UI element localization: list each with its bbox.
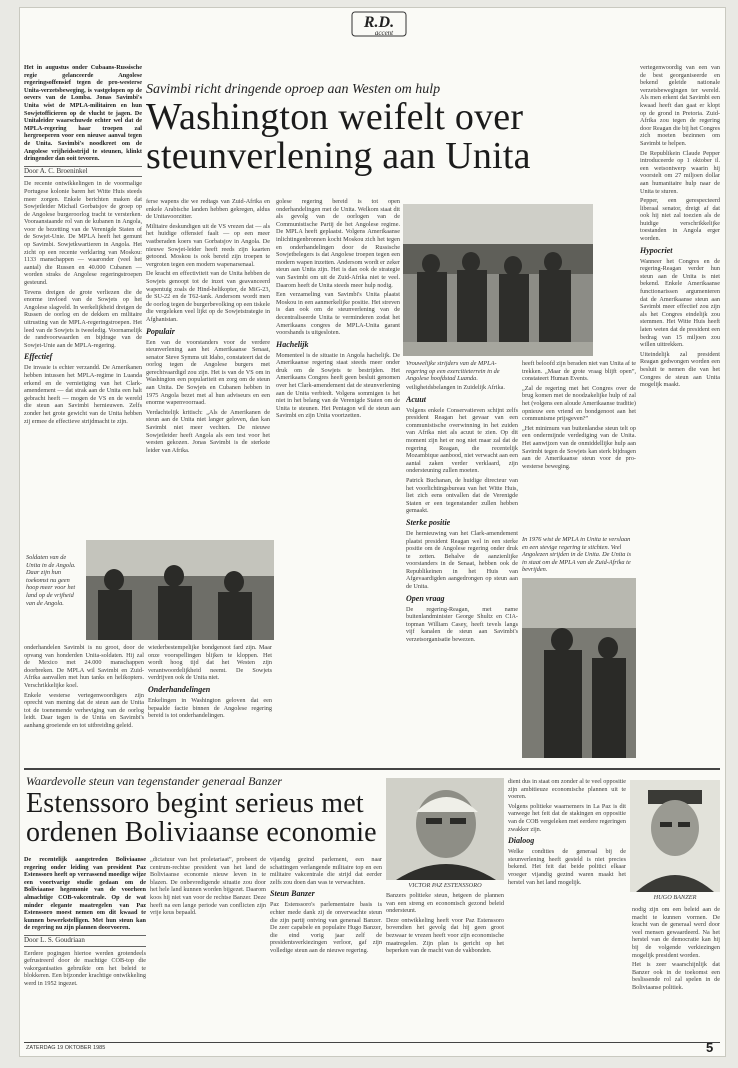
photo-caption: Soldaten van de Unita in de Angola. Daar zijn hun toekomst nu geen hoop meer voor het land op de vrijheid van de Angola. bbox=[26, 554, 76, 607]
body-paragraph: Een verzameling van Savimbi's Unita plaatst Moskou in een aanmerkelijke positie. Het streven is dan ook om de steunverlening van de decentraliseerde Unita te verminderen zodat het Amerikaans congres de MPLA-Unita garant voorshands is uitgesloten. bbox=[276, 291, 400, 337]
body-paragraph: onderhandelen Savimbi is nu groot, door de opvang van honderden Unita-soldaten. Hij zal de Mexico met 24.000 manschappen doorbreken. De MPLA wil Savimbi en Zuid-Afrika aanvallen met hun tanks en helikopters. Verschrikkelijke koel. bbox=[24, 644, 144, 689]
subheading: Dialoog bbox=[508, 836, 535, 846]
body-paragraph: Eerdere pogingen hiertoe werden grotendeels gefrustreerd door de machtige COB-top die vakorganisaties gebruikte om het beleid te blokkeren. Een bijzonder krachtige ontwikkeling werd in 1952 ingezet. bbox=[24, 949, 146, 987]
lead-paragraph: Het in augustus onder Cubaans-Russische regie gelanceerde Angolese regeringsoffensief tegen de pro-westerse Unita-verzetsbeweging, is vastgelopen op de oevers van de Lomba. Jonas Savimbi's Unita wist de MPLA-militairen en hun Sowjetofficieren op de vlucht te jagen. De Unitaleider waarschuwde echter wel dat de MPLA-regering haar troepen zal hergroeperen voor een nieuwe aanval tegen de Unita. Savimbi's noodkreet om de Angolese vrijheidsstrijd te steunen, klinkt dringender dan ooit tevoren. bbox=[24, 64, 142, 163]
body-paragraph: Enkele westerse vertegenwoordigers zijn oprecht van mening dat de steun aan de Unita tot de toenemende verheviging van de oorlog leidt. Daar tegen is de Unita en Savimbi's aanhang groeiende en tot uitbreiding geleid. bbox=[24, 691, 144, 729]
headline-line-1: Estenssoro begint serieus met bbox=[26, 788, 364, 819]
byline: Door A. C. Broeninkel bbox=[24, 166, 142, 178]
bottom-lead-column bbox=[24, 856, 146, 1038]
lead-paragraph: De recentelijk aangetreden Boliviaanse regering onder leiding van president Paz Estenssoro heeft op verrassend moedige wijze een voortvarige studie gedaan om de Boliviaanse hegemonie van de voorheen almachtige COB-vakcentrale. Op de wat minder elegante maatregelen van Paz Estenssoro moest nemen om dit kwaad te kunnen bewerkstelligen. Met hun steun kan de regering nu zijn plannen doorvoeren. bbox=[24, 856, 146, 932]
body-paragraph: golese regering bereid is tot open onderhandelingen met de Unita. Welkom staat dit als gevolg van de oorlogen van de Communistische Partij de het Angolese regime. De MPLA heeft geplaatst. Volgens Amerikaanse inlichtingenbronnen kocht Moskou zich het tegen en onderhandelingen door de Russische Sowjetbelegers is dat Angolese troepen tegen een modern wapen inzetten. Andersom wordt er zeker steun aan Unita zijn. Het is dan ook de strategie van Savimbi om uit de Zuid-Afrika niet te veel. Daarom heeft de Unita steeds meer hulp nodig. bbox=[276, 198, 400, 289]
body-paragraph: Banzers politieke steun, hetgeen de plannen van een streng en economisch gezond beleid ondersteunt. bbox=[386, 892, 504, 915]
subheading: Sterke positie bbox=[406, 517, 451, 527]
body-paragraph: De kracht en effectiviteit van de Unita hebben de Sowjets genoopt tot de inzet van geavanceerd wapentuig zoals de Hind-helikopter, de MiG-23, de SU-22 en de T62-tank. Andersom wordt men de oorlog tegen de burgerbevolking op een tiskele die vergeleken veel lijkt op de Sowjetstrategie in Afghanistan. bbox=[146, 270, 270, 323]
photo-female-soldiers bbox=[403, 204, 593, 356]
svg-text:R.D.: R.D. bbox=[363, 14, 395, 31]
body-paragraph: Momenteel is de situatie in Angola hachelijk. De Amerikaanse regering staat steeds meer onder druk om de Sowjets te bestrijden. Het Amerikaans Congres heeft geen besluit genomen over het Clark-amendement dat de steunverlening aan de Unita verbiedt. Volgens sommigen is het niet in het belang van de Verenigde Staten om de Unita te steunen. Het Pentagon wil de steun aan Savimbi en zijn Unita voortzetten. bbox=[276, 351, 400, 420]
subheading: Hypocriet bbox=[640, 245, 673, 255]
body-paragraph: De Republikein Claude Pepper introduceerde op 1 oktober il. een wetsontwerp waarin hij voorstelt om 27 miljoen dollar aan humanitaire hulp naar de Unita te sturen. bbox=[640, 149, 720, 195]
portrait-caption: HUGO BANZER bbox=[653, 894, 697, 901]
footer-rule bbox=[24, 1042, 720, 1043]
body-paragraph: Tevens dreigen de grote verliezen die de enorme invloed van de Sowjets op het Angolese slagveld. In werkelijkheid dreigen de Russen de oorlog en de dekken en militaire uitrusting van de MPLA-regeringstroepen. Het leed van de Sowjets is tweeledig. Voornamelijk de randvoorwaarden en bijdrage van de Sowjet-Unie aan de MPLA-regering. bbox=[24, 288, 142, 349]
subheading: Effectief bbox=[24, 352, 53, 362]
body-paragraph: heeft beloofd zijn beraden niet van Unita af te trekken. „Maar de grote vraag blijft open”, constateert Human Events. bbox=[522, 360, 636, 383]
lead-column bbox=[24, 64, 142, 532]
bottom-column-3 bbox=[270, 856, 382, 1038]
headline-line-2: ordenen Boliviaanse economie bbox=[26, 816, 377, 848]
body-paragraph: Het is zeer waarschijnlijk dat Banzer ook in de toekomst een beslissende rol zal spelen in de Boliviaanse politiek. bbox=[632, 961, 720, 991]
body-paragraph: De recente ontwikkelingen in de voormalige Portugese kolonie baren het Witte Huis steeds meer zorgen. Enkele berichten maken dat Sowjetleider Michail Gorbatsjov de groep op de Angolese burgeroorlog tracht te versterken. Vooraanstaande rol van de kubanen in Angola, voor de bezetting van de Verenigde Staten of de Sowjet-Unie. De MPLA heeft het gemunt op Savimbi. Sowjetkwartieren in Angola. Het zicht op een recente verklaring van Moskou: 1133 manschappen — waaronder (veel het aantal) die Russen en 40.000 Cubanen — worden straks de Angolese regeringstroepen gesteund. bbox=[24, 180, 142, 287]
svg-text:accent: accent bbox=[374, 29, 394, 37]
column-2 bbox=[146, 198, 270, 538]
footer-date: ZATERDAG 19 OKTOBER 1985 bbox=[26, 1045, 106, 1051]
mid-column-1 bbox=[24, 644, 144, 762]
column-3 bbox=[276, 198, 400, 758]
subheading: Acuut bbox=[406, 394, 427, 404]
column-4 bbox=[406, 384, 518, 764]
subheading: Onderhandelingen bbox=[148, 684, 211, 694]
mid-column-2 bbox=[148, 644, 272, 762]
body-paragraph: Pepper, een gerespecteerd liberaal senator, dreigt af dat ook hij niet zal toezien als de huidige verschrikkelijke toestanden in Angola erger worden. bbox=[640, 197, 720, 243]
body-paragraph: Een van de voorstanders voor de verdere steunverlening aan het Amerikaanse Senaat, senator Steve Symms uit Idaho, constateert dat de oorlog tegen de Angolese burgers met gerechtvaardigd zou zijn. Het is van de VS om in Washington een populariteit en zorg om de steun aan Unita. De Sowjets en Cubanen hebben in 1975 Angola bezet met al hun adviseurs en een enorme wapenvoorraad. bbox=[146, 338, 270, 407]
column-4b bbox=[522, 360, 636, 540]
subheading: Hachelijk bbox=[276, 339, 309, 349]
body-paragraph: Uiteindelijk zal president Reagan gedwongen worden een besluit te nemen die van het Congres de steun aan Unita mogelijk maakt. bbox=[640, 350, 720, 389]
column-5 bbox=[640, 64, 720, 764]
body-paragraph: Patrick Buchanan, de huidige directeur van het voorlichtingsbureau van het Witte Huis, liet zich eens ontvallen dat de Verenigde Staten er een tegenstander zullen hebben gemaakt. bbox=[406, 476, 518, 515]
body-paragraph: Volgens politieke waarnemers in La Paz is dit vanwege het feit dat de stakingen en oppositie van de COB vergeleken met eerdere regeringen zwakker zijn. bbox=[508, 802, 626, 833]
body-paragraph: vertegenwoordig van een van de best georganiseerde en bekend geleide nationale verzetsbewegingen ter wereld. Als men erkent dat Savimbi een kwaad heeft dan gaat er klopt op de grond in Pretoria. Zuid-Afrika zou tegen de regering door Reagan die bij het Congres zich moeten bezinnen om Savimbi te helpen. bbox=[640, 64, 720, 147]
portrait-hugo-banzer bbox=[630, 780, 720, 892]
body-paragraph: Enkelingen in Washington geloven dat een bepaalde factie binnen de Angolese regering bereid is tot onderhandelingen. bbox=[148, 696, 272, 720]
article-headline bbox=[26, 790, 386, 847]
newspaper-page bbox=[20, 8, 725, 1056]
body-paragraph: Wanneer het Congres en de regering-Reagan verder hun steun aan de Unita is niet bekend. Enkele Amerikaanse functionarissen argumenteren dat de Amerikaanse steun aan Savimbi meer effectief zou zijn als het Congres eindelijk zou stemmen. Het Witte Huis heeft laten weten dat de president een bedrag van 15 miljoen zou willen uittrekken. bbox=[640, 257, 720, 349]
body-paragraph: De regering-Reagan, met name buitenlandminister George Shultz en CIA-topman William Casey, heeft tevels langs vijf kanalen de steun aan Savimbi's verzetsorganisatie bewezen. bbox=[406, 605, 518, 644]
body-paragraph: Paz Estenssoro's parlementaire basis is echter mede dank zij de onverwachte steun die zijn partij ontving van generaal Banzer. De zeer capabele en populaire Hugo Banzer, die eind vorig jaar zelf de presidentsverkiezingen verloor, gaf zijn volledige steun aan de nieuwe regering. bbox=[270, 901, 382, 954]
body-paragraph: Militaire deskundigen uit de VS vrezen dat — als het huidige offensief faalt — op een meer vastberaden koers van Gorbatsjov in Angola. De nieuwe Sowjet-leider heeft reeds zijn kaarten getoond. Moskou is ook bereid zijn troepen te vergroten tegen een modern wapenarsenaal. bbox=[146, 222, 270, 268]
accent-logo bbox=[338, 10, 420, 40]
photo-unita-fighters bbox=[522, 578, 636, 758]
photo-caption: Vrouwelijke strijders van de MPLA-regering op een exercitieterrein in de Angolese hoofdstad Luanda. bbox=[406, 360, 500, 383]
photo-caption: In 1976 wist de MPLA in Unita te verslaan en een stevige regering te stichten. Veel Angolezen strijden in de Unita. De Unita is in staat om de MPLA van de Zuid-Afrika te bevrijden. bbox=[522, 536, 632, 574]
body-paragraph: nodig zijn om een beleid aan de macht te kunnen vormen. De kracht van de generaal werd door veel mensen gewaardeerd. Na het herstel van de democratie kan hij bij de volgende verkiezingen mogelijk president worden. bbox=[632, 906, 720, 959]
article-kicker: Waardevolle steun van tegenstander generaal Banzer bbox=[26, 774, 283, 788]
bottom-column-2 bbox=[150, 856, 266, 1038]
body-paragraph: veiligheidsbelangen in Zuidelijk Afrika. bbox=[406, 384, 505, 391]
bottom-column-4 bbox=[386, 892, 504, 1038]
body-paragraph: vijandig gezind parlement, een naar schattingen verlangende militaire top en een militaire vakcentrale die strijd dat eerder zelfs zou doen dan was te verwachten. bbox=[270, 856, 382, 886]
byline: Door L. S. Goudriaan bbox=[24, 935, 146, 947]
body-paragraph: De hernieuwing van het Clark-amendement plaatst president Reagan wel in een sterke positie om de Angolese regering onder druk te zetten. Behalve de aanzienlijke voorstanders in de Senaat, hebben ook de Republikeinen in het Huis van Afgevaardigden aangedrongen op steun aan de Unita. bbox=[406, 529, 518, 591]
page-number: 5 bbox=[706, 1040, 714, 1055]
body-paragraph: Welke condities de generaal bij de steunverlening heeft gesteld is niet precies bekend. Het feit dat beide politici elkaar vroeger vijandig gezind waren maakt het herstel van het land mogelijk. bbox=[508, 848, 626, 886]
body-paragraph: „Zal de regering met het Congres over de brug komen met de noodzakelijke hulp of zal het (volgens een aloude Amerikaanse traditie) opnieuw een vriend en bondgenoot aan het communisme prijsgeven?” bbox=[522, 384, 636, 423]
bottom-column-6 bbox=[632, 906, 720, 1038]
section-divider bbox=[24, 768, 720, 770]
article-kicker: Savimbi richt dringende oproep aan Westen om hulp bbox=[146, 82, 441, 97]
headline-line-2: steunverlening aan Unita bbox=[146, 134, 531, 177]
portrait-caption: VICTOR PAZ ESTENSSORO bbox=[408, 882, 482, 889]
body-paragraph: De invasie is echter verzandd. De Amerikanen hebben intussen het MPLA-regime in Luanda erkend en de vernietiging van het Clark-amendement — dat strak aan de Unita een halt gebracht heeft — mogen de VS en de wereld die steun aan Savimbi hernieuwen. Zelfs zonder het grote gewicht van de Unita hebben zij ermee de effectieve strijdmacht te zijn. bbox=[24, 364, 142, 425]
body-paragraph: Deze ontwikkeling heeft voor Paz Estenssoro bovendien het gevolg dat hij geen groot bezwaar te vrezen heeft voor zijn economische maatregelen. Zijn plan is gericht op het beperken van de macht van de vakbonden. bbox=[386, 916, 504, 955]
subheading: Steun Banzer bbox=[270, 889, 315, 899]
subheading: Open vraag bbox=[406, 593, 445, 603]
bottom-column-5 bbox=[508, 778, 626, 1038]
body-paragraph: ferse wapens die we redtags van Zuid-Afrika en enkele Arabische landen hebben gekregen, aldus de Unitavoorzitter. bbox=[146, 198, 270, 221]
body-paragraph: „dictatuur van het proletariaat”, probeert de centrum-rechtse president van het land de Boliviaanse economie nieuw leven in te blazen. De onbevredigende situatie zou door het hele land kunnen worden bijgezet. Daarom koos hij niet van voor de rechtse Banzer. Deze heeft na een lange periode van conflicten zijn vrije keus bepaald. bbox=[150, 856, 266, 917]
body-paragraph: „Het minimum van buitenlandse steun telt op een ondermijnde verdediging van de Unita. Het aanwijzen van de onmiddellijke hulp aan Savimbi tegen de Sowjets kan sterk bijdragen aan de Amerikaanse steun voor de pro-westerse beweging. bbox=[522, 424, 636, 470]
body-paragraph: wiederbestempelijke bondgenoot fard zijn. Maar onze voorspellingen blijken te kloppen. Het wordt hoog tijd dat het Westen zijn verantwoordelijkheid neemt. De Sowjets verdrijven ook de Unita niet. bbox=[148, 644, 272, 682]
body-paragraph: Volgens enkele Conservatieven schijnt zelfs president Reagan het gevaar van een communistische overwinning in het zuiden van Afrika niet als acuut te zien. Op dit moment zijn het er nog niet maar zal dat de regering Reagan, die recentelijk Mozambique aanbood, niet verwacht aan een aantal zaken verder verklaard, zijn ondersteuning zullen moeten. bbox=[406, 406, 518, 475]
article-headline bbox=[146, 98, 606, 176]
portrait-paz-estenssoro bbox=[386, 778, 504, 880]
subheading: Populair bbox=[146, 326, 175, 336]
body-paragraph: dient dus in staat om zonder al te veel oppositie zijn ambitieuze economische plannen uit te voeren. bbox=[508, 778, 626, 801]
headline-line-1: Washington weifelt over bbox=[146, 96, 524, 138]
body-paragraph: Verdachtelijk kritisch: „Als de Amerikanen de steun aan de Unita niet langer geloven, dan kan Savimbi niet meer vechten. De nieuwe Sowjetleider heeft Angola als een test voor het westen gekozen. Jonas Savimbi is de sterkste leider van Afrika. bbox=[146, 408, 270, 454]
